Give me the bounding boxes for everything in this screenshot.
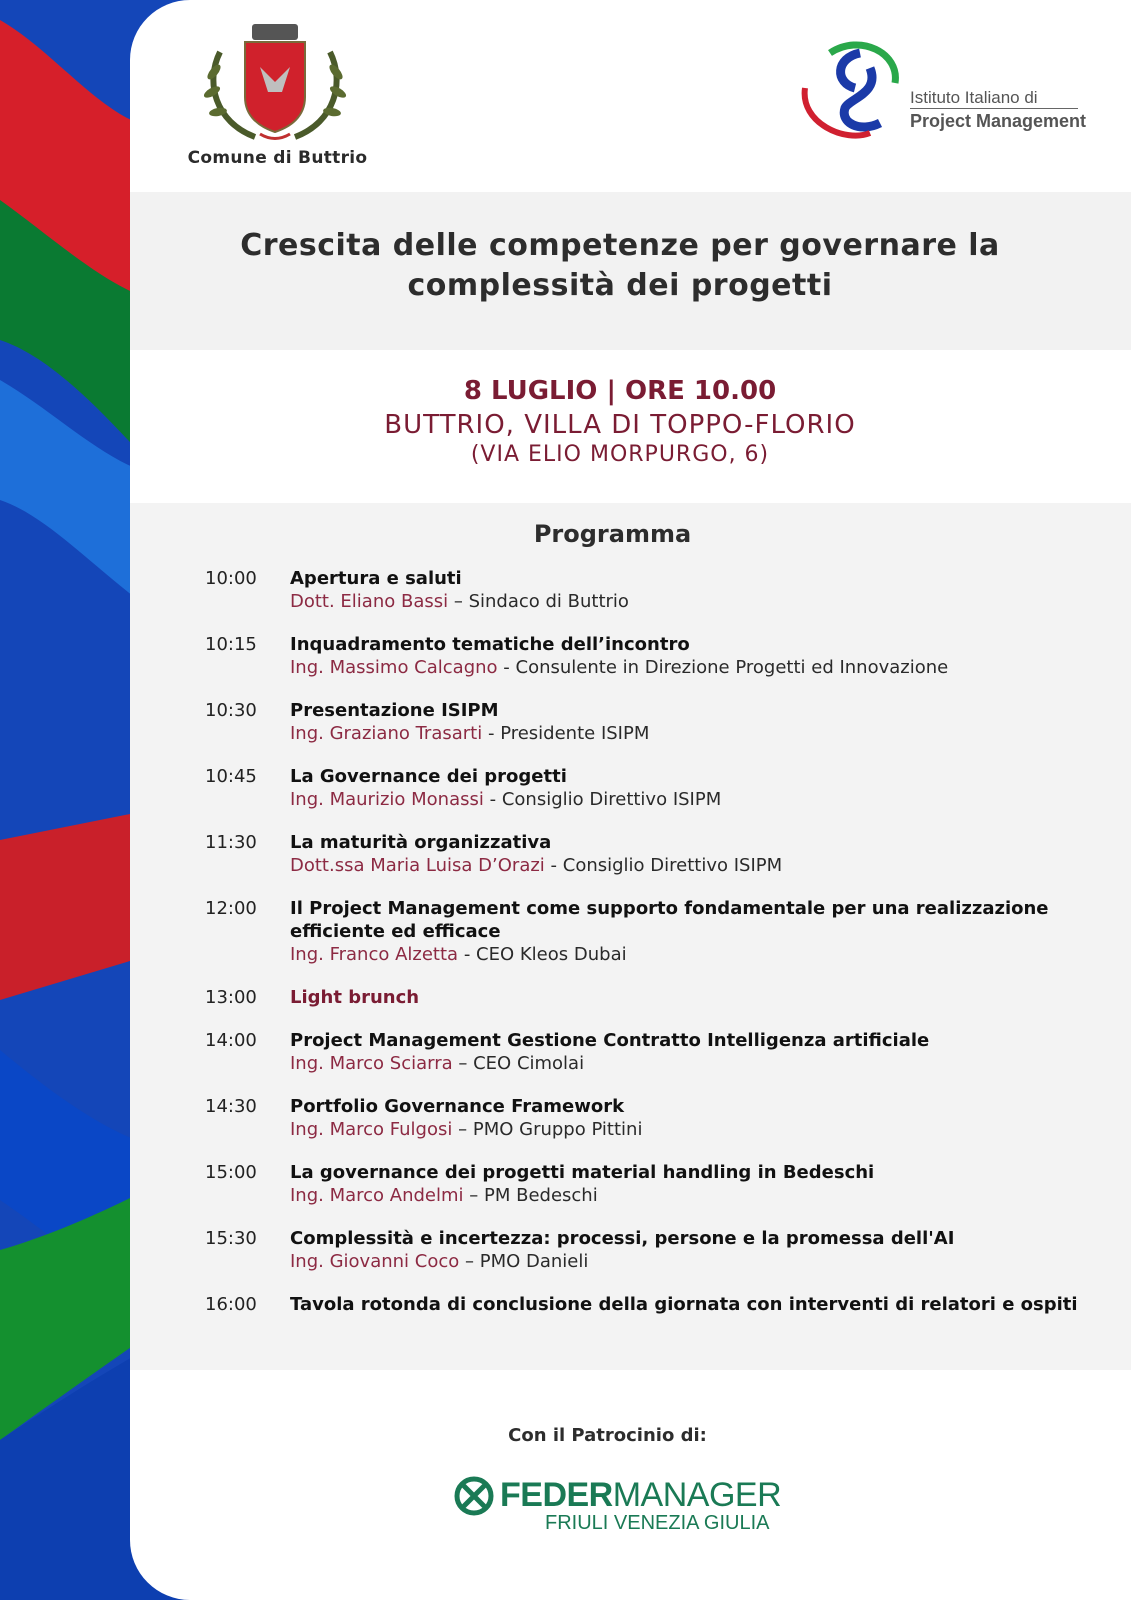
program-time: 16:00: [205, 1294, 257, 1315]
program-item-title: Complessità e incertezza: processi, persone e la promessa dell'AI: [290, 1228, 955, 1249]
speaker-separator: -: [483, 789, 502, 810]
speaker-name: Ing. Maurizio Monassi: [290, 789, 484, 810]
program-body: [290, 1227, 1085, 1273]
program-item: [205, 1095, 1085, 1141]
speaker-separator: –: [452, 1053, 474, 1074]
program-speaker-line: [290, 1052, 1085, 1075]
program-time: 11:30: [205, 832, 257, 853]
program-body: [290, 1095, 1085, 1141]
program-item: [205, 1029, 1085, 1075]
program-speaker-line: [290, 722, 1085, 745]
program-time: 10:45: [205, 766, 257, 787]
program-item-title: Light brunch: [290, 987, 420, 1008]
program-item-title: Project Management Gestione Contratto Intelligenza artificiale: [290, 1030, 930, 1051]
program-speaker-line: [290, 788, 1085, 811]
event-title: [130, 226, 1110, 306]
program-item: [205, 1161, 1085, 1207]
speaker-name: Ing. Marco Fulgosi: [290, 1119, 453, 1140]
event-address: (VIA ELIO MORPURGO, 6): [470, 442, 770, 467]
program-body: [290, 897, 1085, 966]
program-time: 12:00: [205, 898, 257, 919]
program-item-title: Il Project Management come supporto fondamentale per una realizzazione efficiente ed efficace: [290, 898, 1049, 942]
comune-crest-icon: [200, 22, 350, 147]
patronage-label: Con il Patrocinio di:: [508, 1425, 707, 1446]
speaker-name: Ing. Marco Sciarra: [290, 1053, 453, 1074]
program-speaker-line: [290, 656, 1085, 679]
sponsor-name-regular: MANAGER: [612, 1476, 782, 1514]
isipm-logo-icon: [800, 38, 910, 143]
speaker-name: Ing. Franco Alzetta: [290, 944, 459, 965]
speaker-separator: -: [497, 657, 516, 678]
speaker-name: Dott. Eliano Bassi: [290, 591, 449, 612]
program-item-title: Tavola rotonda di conclusione della giornata con interventi di relatori e ospiti: [290, 1294, 1078, 1315]
program-item: [205, 633, 1085, 679]
program-body: [290, 699, 1085, 745]
program-speaker-line: [290, 1184, 1085, 1207]
event-title-line2: complessità dei progetti: [407, 268, 833, 303]
program-body: [290, 831, 1085, 877]
program-time: 10:30: [205, 700, 257, 721]
program-body: [290, 1293, 1085, 1316]
speaker-separator: –: [448, 591, 469, 612]
program-time: 10:00: [205, 568, 257, 589]
program-time: 13:00: [205, 987, 257, 1008]
speaker-role: Sindaco di Buttrio: [468, 591, 629, 612]
program-time: 15:00: [205, 1162, 257, 1183]
sponsor-name: [500, 1476, 781, 1515]
program-speaker-line: [290, 854, 1085, 877]
program-item: [205, 897, 1085, 966]
institute-name-line2: Project Management: [910, 111, 1087, 131]
speaker-name: Ing. Graziano Trasarti: [290, 723, 483, 744]
speaker-role: PMO Danieli: [479, 1251, 589, 1272]
program-body: [290, 986, 1085, 1009]
program-body: [290, 633, 1085, 679]
program-time: 14:30: [205, 1096, 257, 1117]
program-item: [205, 831, 1085, 877]
speaker-separator: –: [463, 1185, 484, 1206]
program-time: 10:15: [205, 634, 257, 655]
program-item-title: Portfolio Governance Framework: [290, 1096, 625, 1117]
federmanager-logo-icon: [452, 1474, 496, 1518]
sponsor-region: FRIULI VENEZIA GIULIA: [545, 1512, 770, 1534]
program-list: [205, 567, 1085, 1336]
speaker-separator: –: [459, 1251, 480, 1272]
speaker-role: PMO Gruppo Pittini: [472, 1119, 643, 1140]
speaker-separator: -: [482, 723, 501, 744]
program-speaker-line: [290, 1118, 1085, 1141]
speaker-name: Ing. Massimo Calcagno: [290, 657, 498, 678]
speaker-separator: –: [452, 1119, 473, 1140]
speaker-role: CEO Kleos Dubai: [476, 944, 627, 965]
program-title: Programma: [533, 520, 692, 548]
speaker-role: Presidente ISIPM: [500, 723, 650, 744]
program-item: [205, 765, 1085, 811]
speaker-role: Consiglio Direttivo ISIPM: [501, 789, 722, 810]
program-speaker-line: [290, 1250, 1085, 1273]
program-time: 15:30: [205, 1228, 257, 1249]
speaker-name: Ing. Marco Andelmi: [290, 1185, 464, 1206]
speaker-name: Ing. Giovanni Coco: [290, 1251, 460, 1272]
program-body: [290, 567, 1085, 613]
program-item: [205, 1293, 1085, 1316]
program-speaker-line: [290, 590, 1085, 613]
program-time: 14:00: [205, 1030, 257, 1051]
program-body: [290, 1161, 1085, 1207]
event-place: BUTTRIO, VILLA DI TOPPO-FLORIO: [384, 410, 856, 440]
comune-name: Comune di Buttrio: [187, 148, 368, 168]
speaker-role: PM Bedeschi: [484, 1185, 598, 1206]
institute-name-line1: Istituto Italiano di: [910, 88, 1078, 109]
program-body: [290, 1029, 1085, 1075]
program-item-title: Apertura e saluti: [290, 568, 462, 589]
speaker-separator: -: [458, 944, 477, 965]
event-title-line1: Crescita delle competenze per governare la: [240, 228, 1000, 263]
program-body: [290, 765, 1085, 811]
program-item-title: Inquadramento tematiche dell’incontro: [290, 634, 690, 655]
speaker-separator: -: [544, 855, 563, 876]
speaker-role: Consulente in Direzione Progetti ed Innovazione: [515, 657, 949, 678]
program-item-title: La governance dei progetti material handling in Bedeschi: [290, 1162, 875, 1183]
speaker-role: Consiglio Direttivo ISIPM: [562, 855, 783, 876]
program-item-title: La maturità organizzativa: [290, 832, 552, 853]
sponsor-name-bold: FEDER: [500, 1476, 613, 1514]
program-item: [205, 567, 1085, 613]
program-item: [205, 1227, 1085, 1273]
event-date-time: 8 LUGLIO | ORE 10.00: [463, 376, 777, 406]
program-item-title: Presentazione ISIPM: [290, 700, 499, 721]
speaker-name: Dott.ssa Maria Luisa D’Orazi: [290, 855, 545, 876]
program-speaker-line: [290, 943, 1085, 966]
program-item: [205, 699, 1085, 745]
program-item-title: La Governance dei progetti: [290, 766, 567, 787]
program-item: [205, 986, 1085, 1009]
speaker-role: CEO Cimolai: [473, 1053, 585, 1074]
